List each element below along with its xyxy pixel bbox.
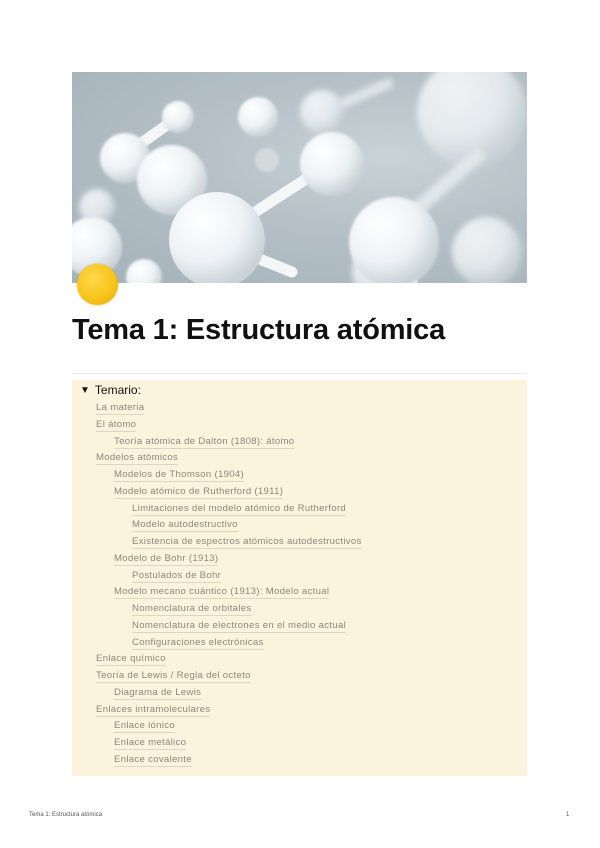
- toc-item[interactable]: Diagrama de Lewis: [114, 686, 202, 698]
- toc-item[interactable]: Postulados de Bohr: [132, 569, 222, 581]
- toggle-header[interactable]: [80, 383, 141, 397]
- toc-item[interactable]: Modelo mecano cuántico (1913): Modelo actual: [114, 586, 330, 598]
- toc-item[interactable]: Enlaces intramoleculares: [96, 703, 211, 715]
- divider: [72, 373, 527, 374]
- footer-title: Tema 1: Estructura atómica: [29, 812, 103, 818]
- toc-item[interactable]: Limitaciones del modelo atómico de Rutherford: [132, 502, 347, 514]
- toc-item[interactable]: Enlace químico: [96, 653, 166, 665]
- toc-item[interactable]: Nomenclatura de electrones en el medio actual: [132, 619, 347, 631]
- toggle-block: [72, 380, 527, 776]
- page-title: Tema 1: Estructura atómica: [72, 314, 446, 346]
- toc-item[interactable]: Enlace iónico: [114, 720, 175, 732]
- toc-item[interactable]: Existencia de espectros atómicos autodestructivos: [132, 536, 362, 547]
- toc-item[interactable]: Modelo autodestructivo: [132, 519, 238, 531]
- toc-item[interactable]: La materia: [96, 402, 145, 413]
- toc-item[interactable]: Configuraciones electrónicas: [132, 636, 264, 648]
- yellow-circle-icon: [77, 264, 118, 305]
- toc-item[interactable]: Modelo atómico de Rutherford (1911): [114, 485, 284, 497]
- toc-item[interactable]: Enlace covalente: [114, 753, 192, 765]
- toc-item[interactable]: Nomenclatura de orbitales: [132, 603, 252, 614]
- toc-item[interactable]: Modelos atómicos: [96, 452, 179, 464]
- toc-item[interactable]: Enlace metálico: [114, 737, 187, 748]
- page-number: 1: [566, 812, 570, 818]
- cover-image: [72, 72, 527, 283]
- triangle-down-icon[interactable]: ▼: [80, 384, 90, 396]
- toc-item[interactable]: Modelo de Bohr (1913): [114, 552, 219, 564]
- molecule-illustration-icon: [72, 72, 527, 283]
- toc-item[interactable]: El átomo: [96, 418, 137, 430]
- toggle-label: Temario:: [94, 383, 141, 397]
- toc-item[interactable]: Modelos de Thomson (1904): [114, 469, 244, 480]
- toc-item[interactable]: Teoría de Lewis / Regla del octeto: [96, 670, 251, 681]
- toc-item[interactable]: Teoría atómica de Dalton (1808): átomo: [114, 435, 295, 447]
